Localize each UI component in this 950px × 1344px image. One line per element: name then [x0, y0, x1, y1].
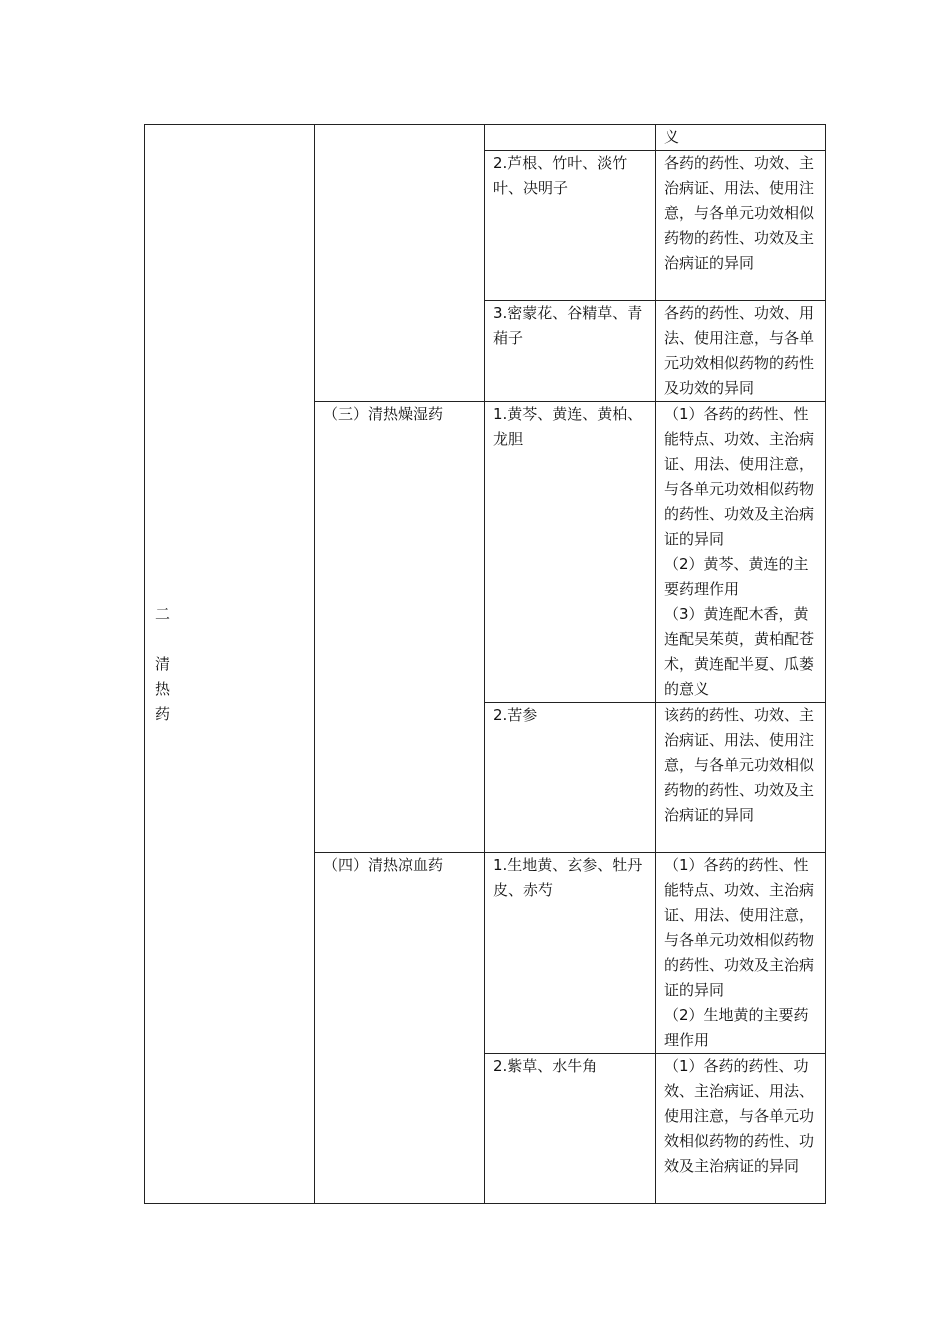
detail-cell: 各药的药性、功效、用法、使用注意，与各单元功效相似药物的药性及功效的异同: [656, 301, 826, 402]
syllabus-table: [144, 124, 826, 1204]
category-name-char: 热: [155, 679, 171, 698]
subcategory-cell: [315, 125, 485, 402]
detail-line: （2）黄芩、黄连的主要药理作用: [664, 555, 809, 598]
detail-line: （1）各药的药性、性能特点、功效、主治病证、用法、使用注意，与各单元功效相似药物的药性、功效及主治病证的异同: [664, 856, 815, 999]
drugs-cell: 1.黄芩、黄连、黄柏、龙胆: [485, 402, 656, 703]
table-row: [145, 125, 826, 151]
detail-line: （3）黄连配木香，黄连配吴茱萸，黄柏配苍术，黄连配半夏、瓜蒌的意义: [664, 605, 815, 698]
drugs-cell: 1.生地黄、玄参、牡丹皮、赤芍: [485, 853, 656, 1054]
detail-cell: [656, 853, 826, 1054]
category-cell: [145, 125, 315, 1204]
detail-line: （1）各药的药性、性能特点、功效、主治病证、用法、使用注意，与各单元功效相似药物的药性、功效及主治病证的异同: [664, 405, 815, 548]
detail-cell: 该药的药性、功效、主治病证、用法、使用注意，与各单元功效相似药物的药性、功效及主治病证的异同: [656, 703, 826, 853]
category-name-char: 药: [155, 704, 171, 723]
detail-cell: [656, 402, 826, 703]
subcategory-cell: （三）清热燥湿药: [315, 402, 485, 853]
category-name-char: 清: [155, 654, 171, 673]
detail-cell: 义: [656, 125, 826, 151]
drugs-cell: 2.紫草、水牛角: [485, 1054, 656, 1204]
drugs-cell: 2.苦参: [485, 703, 656, 853]
detail-cell: 各药的药性、功效、主治病证、用法、使用注意，与各单元功效相似药物的药性、功效及主治病证的异同: [656, 151, 826, 301]
detail-line: （2）生地黄的主要药理作用: [664, 1006, 809, 1049]
drugs-cell: [485, 125, 656, 151]
subcategory-cell: （四）清热凉血药: [315, 853, 485, 1204]
category-number: 二: [155, 604, 171, 623]
drugs-cell: 2.芦根、竹叶、淡竹叶、决明子: [485, 151, 656, 301]
detail-cell: （1）各药的药性、功效、主治病证、用法、使用注意，与各单元功效相似药物的药性、功效及主治病证的异同: [656, 1054, 826, 1204]
drugs-cell: 3.密蒙花、谷精草、青葙子: [485, 301, 656, 402]
